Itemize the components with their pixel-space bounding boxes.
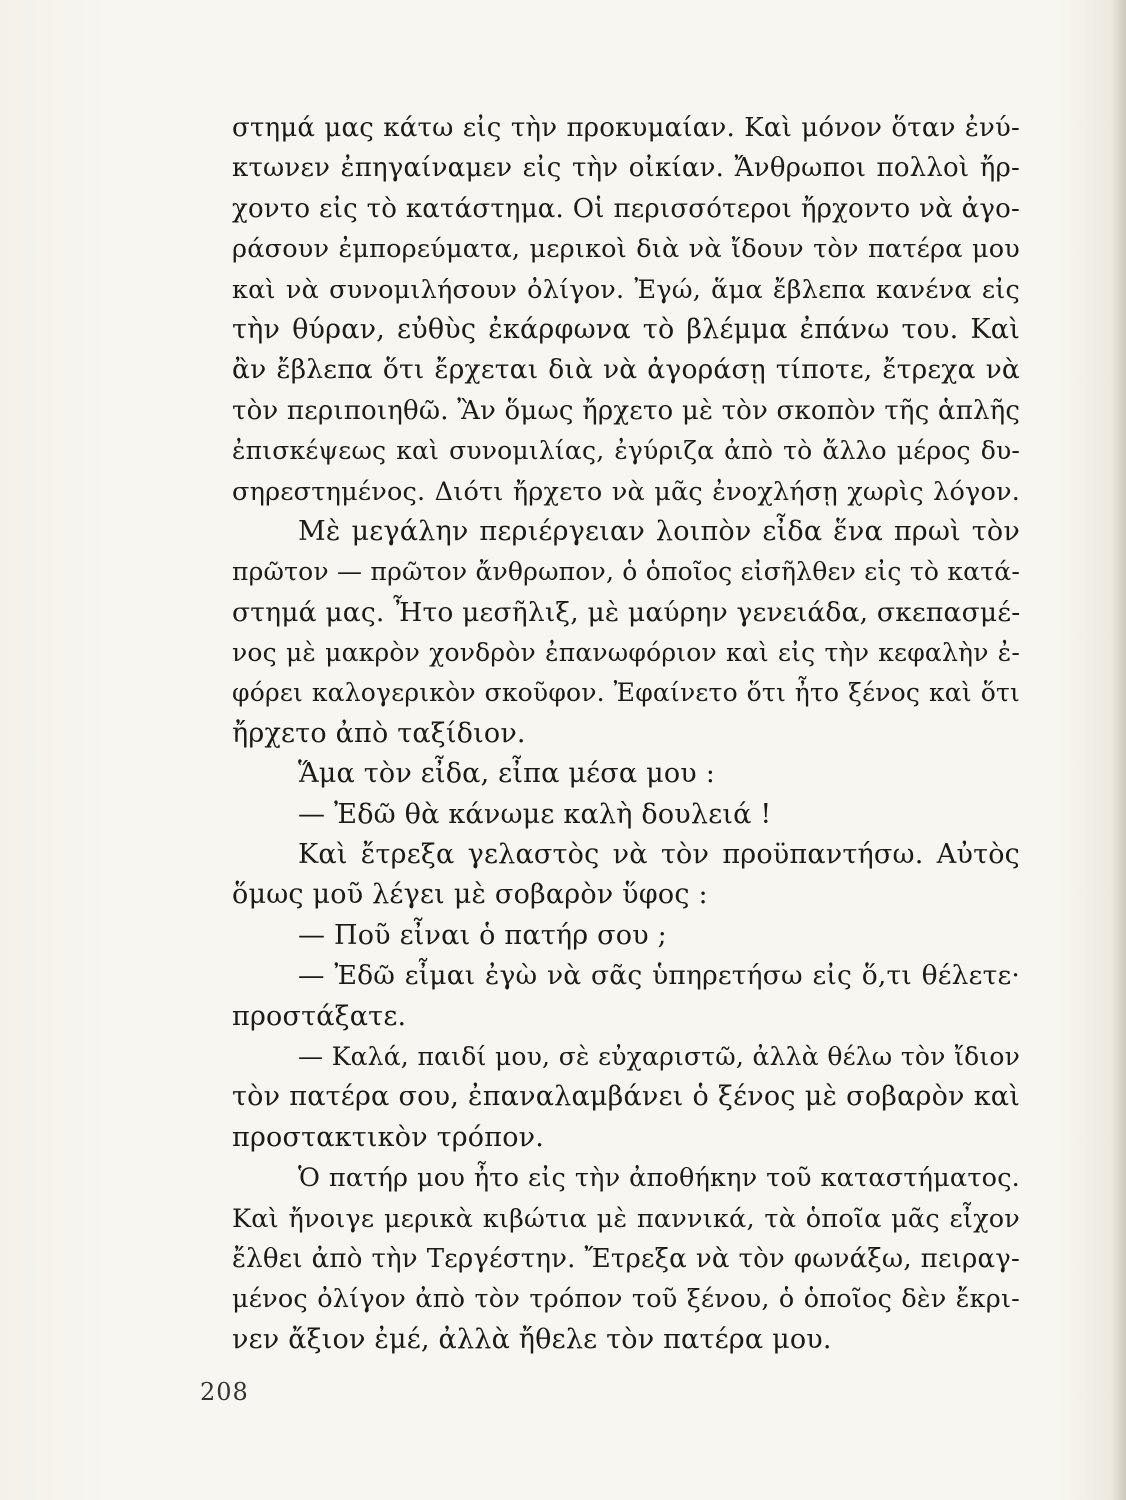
text-line: ὅμως μοῦ λέγει μὲ σοβαρὸν ὕφος : [232, 879, 708, 911]
page-edge-shadow [1112, 0, 1126, 1500]
text-line: κτωνεν ἐπηγαίναμεν εἰς τὴν οἰκίαν. Ἄνθρωποι πολλοὶ ἤρ- [232, 153, 1020, 184]
text-line: Καὶ ἤνοιγε μερικὰ κιβώτια μὲ παννικά, τὰ ὁποῖα μᾶς εἶχον [232, 1203, 1020, 1234]
text-line: — Ἐδῶ εἶμαι ἐγὼ νὰ σᾶς ὑπηρετήσω εἰς ὅ,τι θέλετε· [298, 960, 1020, 992]
text-line: ράσουν ἐμπορεύματα, μερικοὶ διὰ νὰ ἴδουν τὸν πατέρα μου [232, 234, 1020, 265]
text-line: — Ποῦ εἶναι ὁ πατήρ σου ; [298, 919, 667, 951]
text-line: νεν ἄξιον ἐμέ, ἀλλὰ ἤθελε τὸν πατέρα μου. [232, 1323, 832, 1355]
text-line: στημά μας κάτω εἰς τὴν προκυμαίαν. Καὶ μόνον ὅταν ἐνύ- [232, 113, 1020, 143]
text-line: ἐπισκέψεως καὶ συνομιλίας, ἐγύριζα ἀπὸ τὸ ἄλλο μέρος δυ- [232, 436, 1020, 466]
text-line: χοντο εἰς τὸ κατάστημα. Οἱ περισσότεροι ἤρχοντο νὰ ἀγο- [232, 193, 1020, 224]
text-line: νος μὲ μακρὸν χονδρὸν ἐπανωφόριον καὶ εἰς τὴν κεφαλὴν ἐ- [232, 638, 1020, 668]
text-line: ἤρχετο ἀπὸ ταξίδιον. [232, 717, 526, 749]
text-line: μένος ὀλίγον ἀπὸ τὸν τρόπον τοῦ ξένου, ὁ ὁποῖος δὲν ἔκρι- [232, 1284, 1020, 1315]
text-line: Ὁ πατήρ μου ἦτο εἰς τὴν ἀποθήκην τοῦ καταστήματος. [298, 1163, 1020, 1194]
text-line: φόρει καλογερικὸν σκοῦφον. Ἐφαίνετο ὅτι ἦτο ξένος καὶ ὅτι [232, 678, 1020, 708]
text-line: τὴν θύραν, εὐθὺς ἐκάρφωνα τὸ βλέμμα ἐπάνω του. Καὶ [232, 313, 1020, 345]
text-line: πρῶτον — πρῶτον ἄνθρωπον, ὁ ὁποῖος εἰσῆλθεν εἰς τὸ κατά- [232, 557, 1020, 587]
text-line: προστακτικὸν τρόπον. [232, 1121, 545, 1153]
text-line: ἂν ἔβλεπα ὅτι ἔρχεται διὰ νὰ ἀγοράσῃ τίποτε, ἔτρεχα νὰ [232, 354, 1020, 386]
text-line: — Ἐδῶ θὰ κάνωμε καλὴ δουλειά ! [298, 798, 772, 830]
text-line: Μὲ μεγάλην περιέργειαν λοιπὸν εἶδα ἕνα πρωὶ τὸν [298, 515, 1020, 547]
text-line: τὸν περιποιηθῶ. Ἂν ὅμως ἤρχετο μὲ τὸν σκοπὸν τῆς ἁπλῆς [232, 395, 1021, 426]
page-number: 208 [200, 1378, 249, 1406]
text-line: καὶ νὰ συνομιλήσουν ὀλίγον. Ἐγώ, ἅμα ἔβλεπα κανένα εἰς [232, 274, 1020, 305]
text-line: τὸν πατέρα σου, ἐπαναλαμβάνει ὁ ξένος μὲ σοβαρὸν καὶ [232, 1081, 1020, 1113]
text-line: Ἅμα τὸν εἶδα, εἶπα μέσα μου : [298, 758, 715, 790]
text-line: ἔλθει ἀπὸ τὴν Τεργέστην. Ἔτρεξα νὰ τὸν φωνάξω, πειραγ- [232, 1243, 1020, 1274]
text-block [232, 108, 1020, 1360]
text-line: Καὶ ἔτρεξα γελαστὸς νὰ τὸν προϋπαντήσω. Αὐτὸς [298, 839, 1020, 871]
text-line: στημά μας. Ἦτο μεσῆλιξ, μὲ μαύρην γενειάδα, σκεπασμέ- [232, 596, 1021, 628]
text-line: προστάξατε. [232, 1000, 407, 1032]
text-line: — Καλά, παιδί μου, σὲ εὐχαριστῶ, ἀλλὰ θέλω τὸν ἴδιον [298, 1041, 1020, 1071]
text-line: σηρεστημένος. Διότι ἤρχετο νὰ μᾶς ἐνοχλήσῃ χωρὶς λόγον. [232, 476, 1020, 507]
